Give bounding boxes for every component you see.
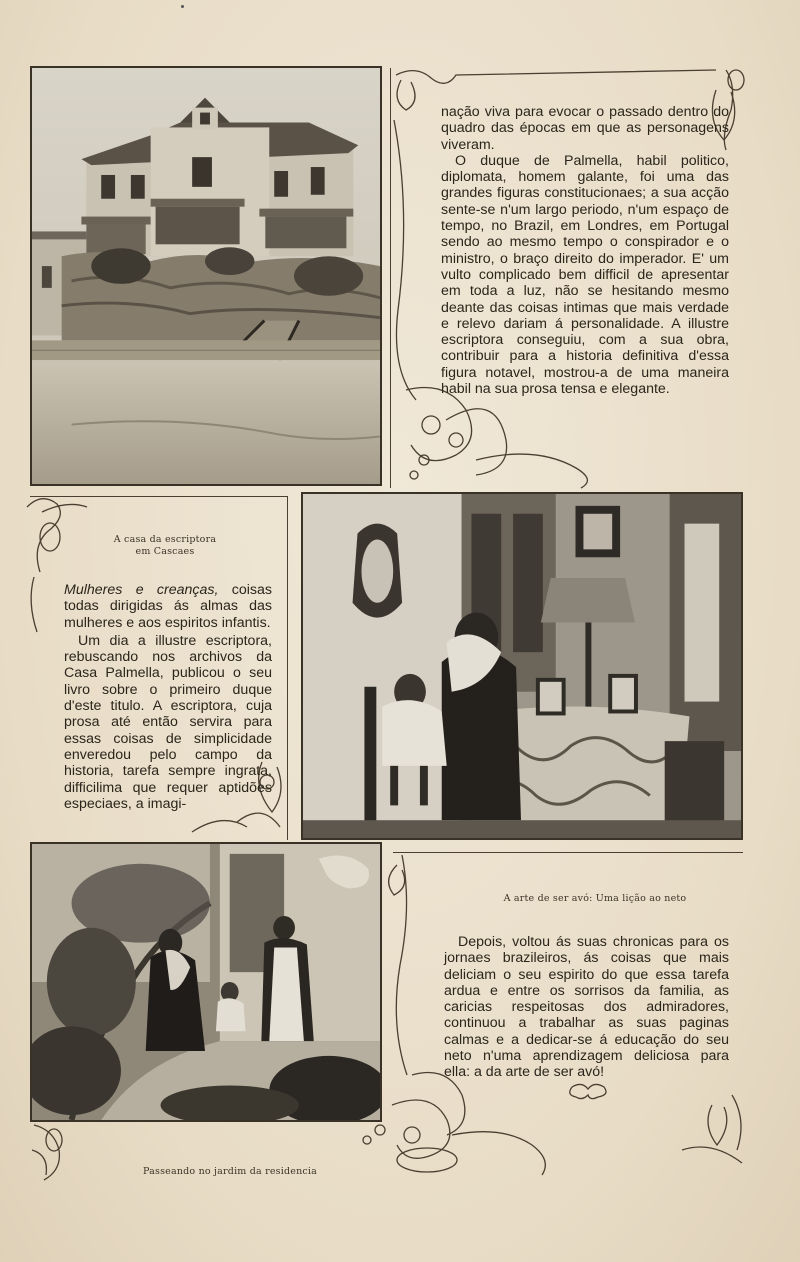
caption-garden: Passeando no jardim da residencia bbox=[142, 1166, 318, 1177]
paragraph-mulheres bbox=[64, 582, 272, 631]
photo-house-cascaes bbox=[30, 66, 382, 486]
caption-house bbox=[60, 534, 270, 558]
paragraph-depois: Depois, voltou ás suas chronicas para os jornaes brazileiros, ás coisas que mais deliciam o seu espirito do que essa tarefa ardua e entre os sorrisos da familia, as caricias respeitosas dos admiradores, continuou a trabalhar as suas paginas calmas e a dedicar-se á educação do seu neto n'uma aprendizagem deliciosa para ella: a da arte de ser avó! bbox=[444, 934, 729, 1081]
print-speck bbox=[181, 5, 184, 8]
text-column-middle-left bbox=[64, 582, 272, 812]
caption-grandmother: A arte de ser avó: Uma lição ao neto bbox=[503, 893, 687, 904]
paragraph-palmella: O duque de Palmella, habil politico, diplomata, homem galante, foi uma das grandes figuras constitucionaes; a sua acção sente-se n'um largo periodo, n'um espaço de tempo, no Brazil, em Londres, em Portugal sendo ao mesmo tempo o conspirador e o ministro, o braço direito do imperador. E' um vulto complicado bem difficil de apresentar em toda a luz, não se hesitando mesmo deante das coisas intimas que mais verdade e relevo dariam á personalidade. A illustre escriptora conseguiu, com a sua obra, contribuir para a historia definitiva d'essa figura notavel, mostrou-a de uma maneira habil na sua prosa tensa e elegante. bbox=[441, 152, 729, 398]
paragraph-archivos: Um dia a illustre escriptora, rebuscando nos archivos da Casa Palmella, publicou o seu livro sobre o primeiro duque d'este titulo. A escriptora, cuja prosa até então servira para essas coisas de simplicidade enveredou pelo campo da historia, tarefa sempre ingrata, difficilima que requer aptidões especiaes, a imagi- bbox=[64, 632, 272, 812]
frame-bottom-right bbox=[393, 852, 743, 853]
paragraph-mulheres-rest: coisas todas dirigidas ás almas das mulheres e aos espiritos infantis. bbox=[64, 582, 272, 631]
book-title-italic: Mulheres e creanças, bbox=[64, 582, 219, 598]
photo-garden-walk bbox=[30, 842, 382, 1122]
photo-grandmother-lesson bbox=[301, 492, 743, 840]
caption-house-place: em Cascaes bbox=[135, 546, 195, 557]
text-column-top-right bbox=[441, 104, 729, 397]
floral-ornament-bottom-left bbox=[24, 1120, 84, 1190]
paragraph-continuation: nação viva para evocar o passado dentro do quadro das épocas em que as personagens viveram. bbox=[441, 104, 729, 153]
frame-top-right bbox=[390, 68, 391, 488]
text-column-bottom-right bbox=[444, 934, 729, 1081]
caption-house-title: A casa da escriptora bbox=[113, 534, 217, 545]
